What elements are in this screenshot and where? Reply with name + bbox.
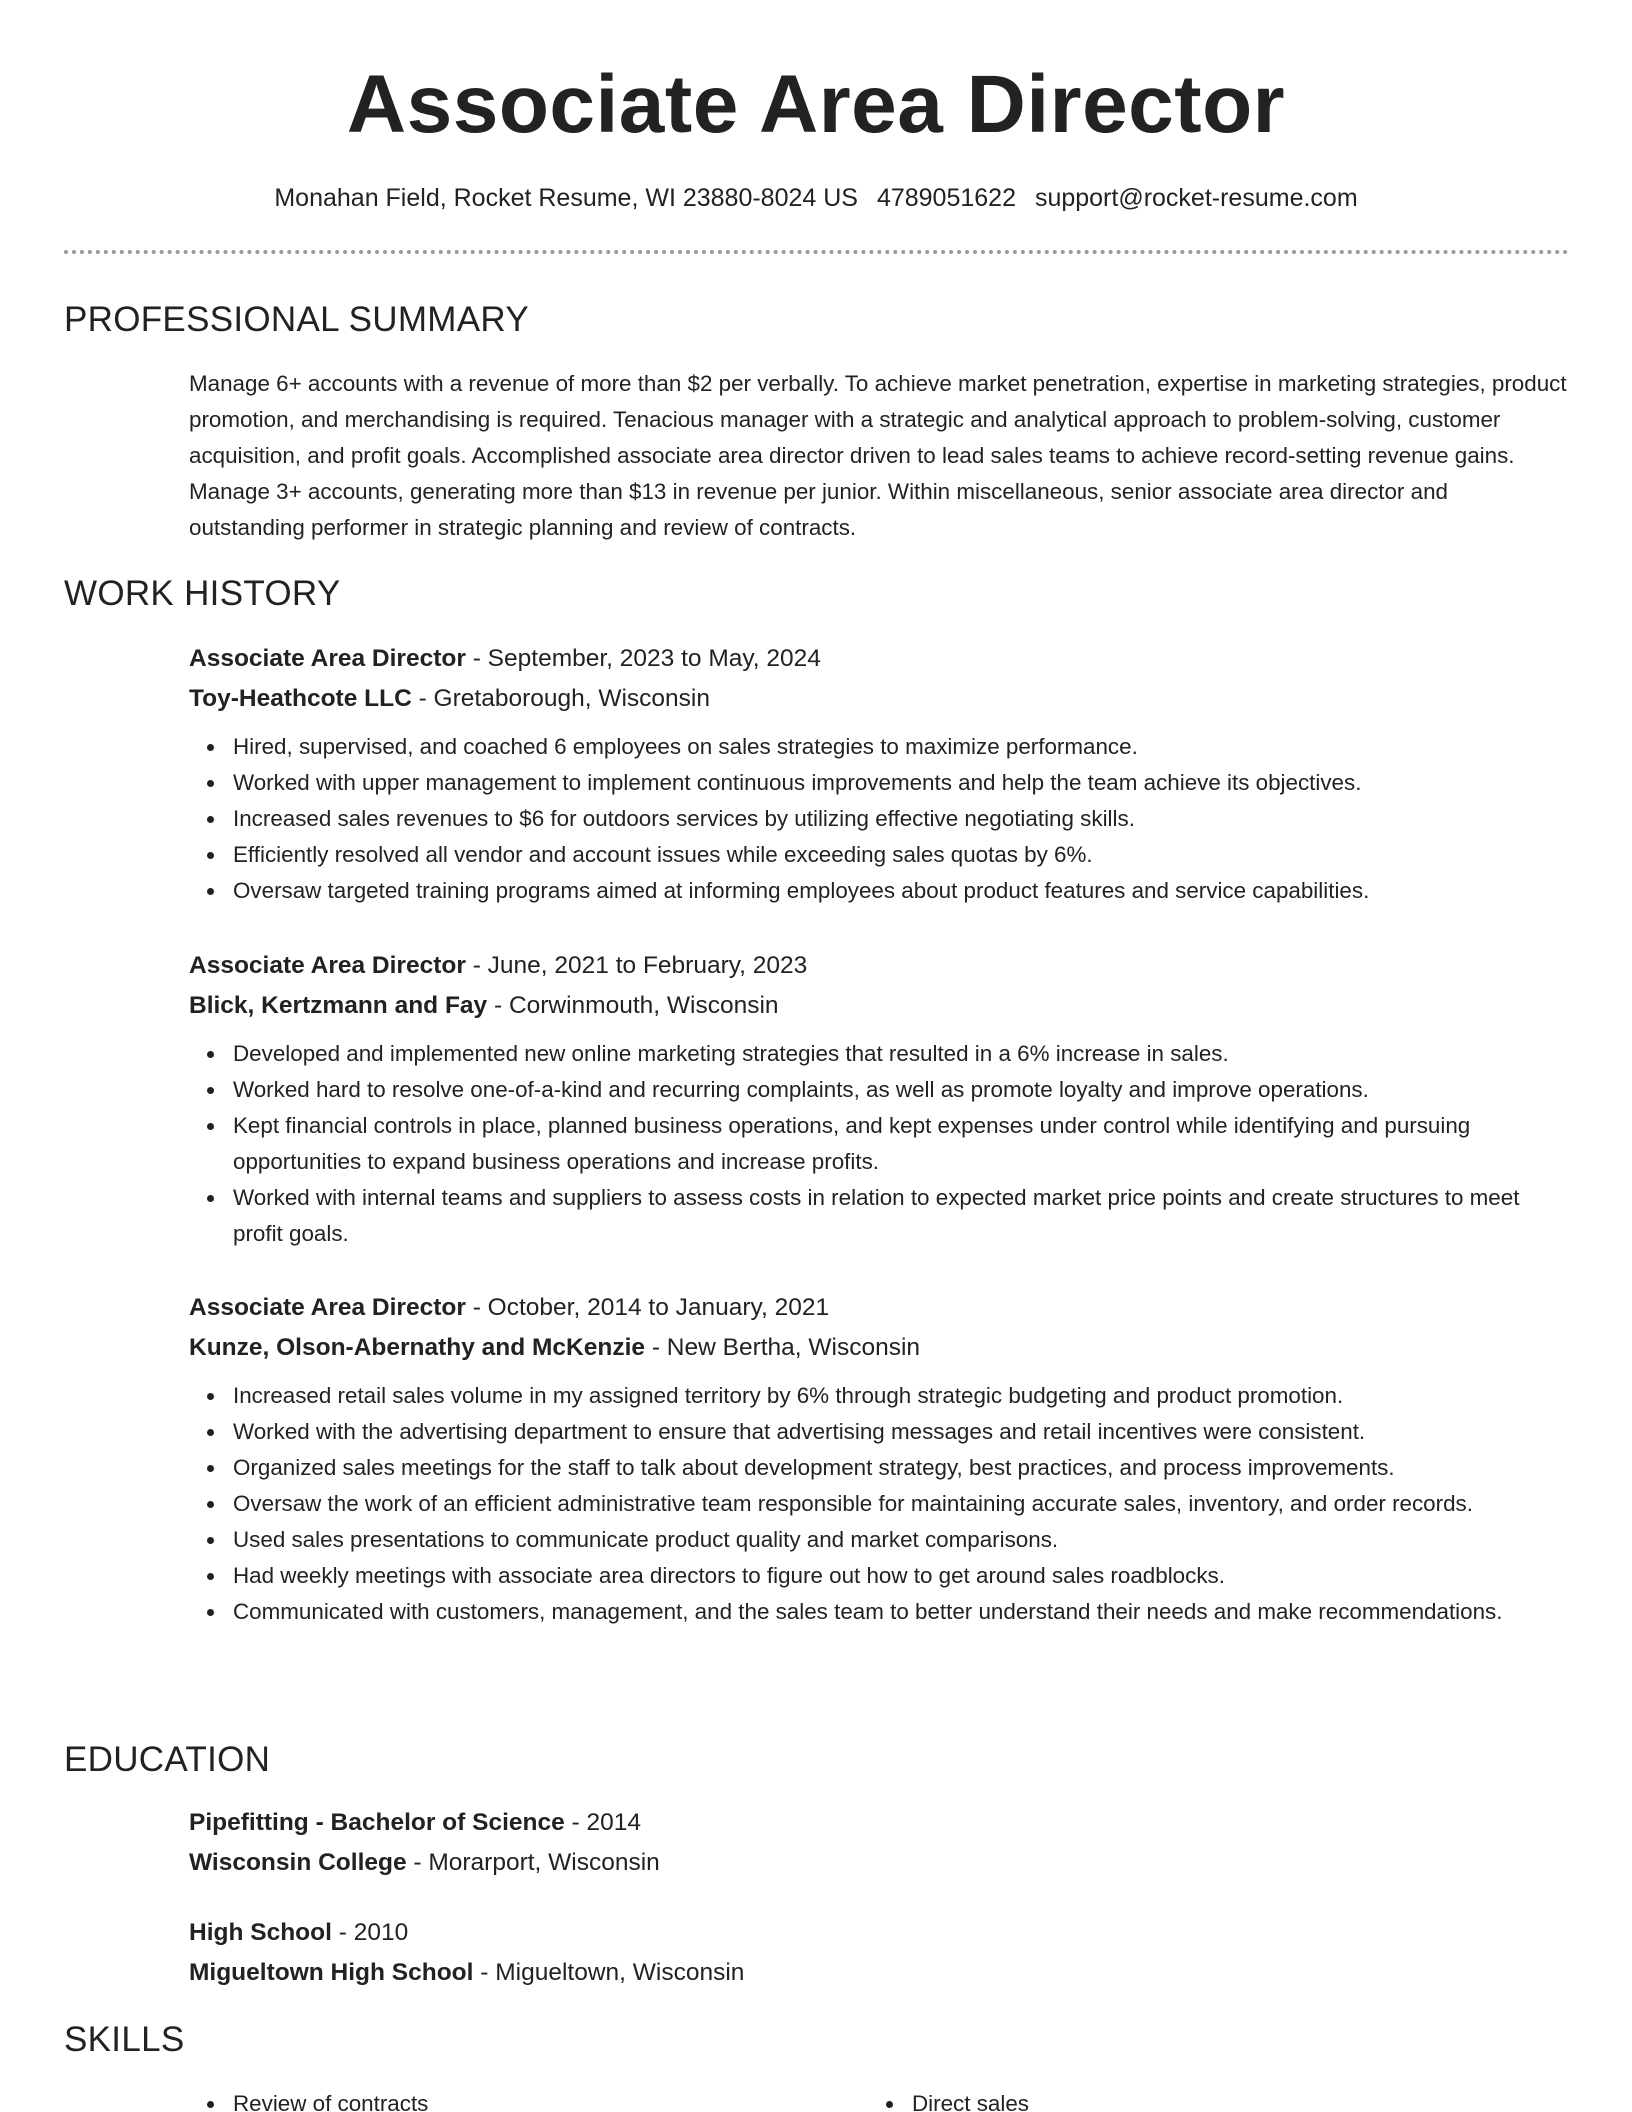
bullet-item: Kept financial controls in place, planned business operations, and kept expenses under control while identifying and pursuing opportunities to expand business operations and increase profits. (233, 1108, 1569, 1180)
bullet-item: Hired, supervised, and coached 6 employees on sales strategies to maximize performance. (233, 729, 1569, 765)
education-location: - Morarport, Wisconsin (406, 1849, 660, 1876)
job-company-line (189, 986, 1569, 1026)
education-entry (189, 1913, 1569, 1993)
degree-line (189, 1803, 1569, 1843)
summary-heading: PROFESSIONAL SUMMARY (64, 300, 529, 339)
job-entry (189, 1288, 1569, 1630)
job-dates: - October, 2014 to January, 2021 (465, 1294, 830, 1321)
education-degree: High School (189, 1919, 332, 1946)
bullet-item: Oversaw the work of an efficient administrative team responsible for maintaining accurate sales, inventory, and order records. (233, 1486, 1569, 1522)
bullet-item: Worked with upper management to implement continuous improvements and help the team achieve its objectives. (233, 765, 1569, 801)
job-role: Associate Area Director (189, 952, 466, 979)
work-history-heading: WORK HISTORY (64, 574, 341, 613)
job-entry (189, 639, 1569, 909)
skill-item: Direct sales (912, 2086, 1029, 2112)
job-company: Toy-Heathcote LLC (189, 685, 412, 712)
skills-heading: SKILLS (64, 2020, 185, 2059)
job-title-line (189, 946, 1569, 986)
education-entry (189, 1803, 1569, 1883)
education-school: Migueltown High School (189, 1959, 474, 1986)
education-degree: Pipefitting - Bachelor of Science (189, 1809, 565, 1836)
job-title-line (189, 639, 1569, 679)
bullet-item: Organized sales meetings for the staff to talk about development strategy, best practices, and process improvements. (233, 1450, 1569, 1486)
education-heading: EDUCATION (64, 1740, 271, 1779)
education-location: - Migueltown, Wisconsin (473, 1959, 745, 1986)
job-location: - Gretaborough, Wisconsin (411, 685, 710, 712)
contact-info (0, 180, 1632, 216)
bullet-item: Had weekly meetings with associate area directors to figure out how to get around sales roadblocks. (233, 1558, 1569, 1594)
bullet-item: Worked with internal teams and suppliers to assess costs in relation to expected market price points and create structures to meet profit goals. (233, 1180, 1569, 1252)
bullet-item: Communicated with customers, management, and the sales team to better understand their needs and make recommendations. (233, 1594, 1569, 1630)
education-year: - 2010 (331, 1919, 409, 1946)
skill-item: Review of contracts (233, 2086, 428, 2112)
bullet-item: Worked with the advertising department to ensure that advertising messages and retail incentives were consistent. (233, 1414, 1569, 1450)
contact-address: Monahan Field, Rocket Resume, WI 23880-8024 US (274, 184, 858, 212)
job-entry (189, 946, 1569, 1252)
job-company-line (189, 679, 1569, 719)
school-line (189, 1843, 1569, 1883)
job-role: Associate Area Director (189, 645, 466, 672)
job-company: Blick, Kertzmann and Fay (189, 992, 488, 1019)
bullet-item: Increased sales revenues to $6 for outdoors services by utilizing effective negotiating skills. (233, 801, 1569, 837)
job-location: - New Bertha, Wisconsin (645, 1334, 921, 1361)
contact-email: support@rocket-resume.com (1034, 184, 1358, 212)
bullet-item: Developed and implemented new online marketing strategies that resulted in a 6% increase in sales. (233, 1036, 1569, 1072)
job-title-line (189, 1288, 1569, 1328)
degree-line (189, 1913, 1569, 1953)
job-company-line (189, 1328, 1569, 1368)
job-bullets (189, 1036, 1569, 1252)
job-dates: - June, 2021 to February, 2023 (465, 952, 808, 979)
school-line (189, 1953, 1569, 1993)
bullet-item: Worked hard to resolve one-of-a-kind and recurring complaints, as well as promote loyalty and improve operations. (233, 1072, 1569, 1108)
resume-name: Associate Area Director (346, 59, 1286, 150)
bullet-item: Increased retail sales volume in my assigned territory by 6% through strategic budgeting and product promotion. (233, 1378, 1569, 1414)
job-bullets (189, 729, 1569, 909)
job-role: Associate Area Director (189, 1294, 466, 1321)
education-school: Wisconsin College (189, 1849, 407, 1876)
job-location: - Corwinmouth, Wisconsin (487, 992, 779, 1019)
bullet-item: Used sales presentations to communicate product quality and market comparisons. (233, 1522, 1569, 1558)
bullet-item: Efficiently resolved all vendor and account issues while exceeding sales quotas by 6%. (233, 837, 1569, 873)
header-divider (64, 250, 1569, 254)
job-bullets (189, 1378, 1569, 1630)
bullet-item: Oversaw targeted training programs aimed at informing employees about product features and service capabilities. (233, 873, 1569, 909)
education-year: - 2014 (564, 1809, 642, 1836)
summary-text: Manage 6+ accounts with a revenue of more than $2 per verbally. To achieve market penetration, expertise in marketing strategies, product promotion, and merchandising is required. Tenacious manager with a strategic and analytical approach to problem-solving, customer acquisition, and profit goals. Accomplished associate area director driven to lead sales teams to achieve record-setting revenue gains. Manage 3+ accounts, generating more than $13 in revenue per junior. Within miscellaneous, senior associate area director and outstanding performer in strategic planning and review of contracts. (189, 371, 1567, 540)
job-dates: - September, 2023 to May, 2024 (465, 645, 821, 672)
contact-phone: 4789051622 (876, 184, 1016, 212)
job-company: Kunze, Olson-Abernathy and McKenzie (189, 1334, 646, 1361)
